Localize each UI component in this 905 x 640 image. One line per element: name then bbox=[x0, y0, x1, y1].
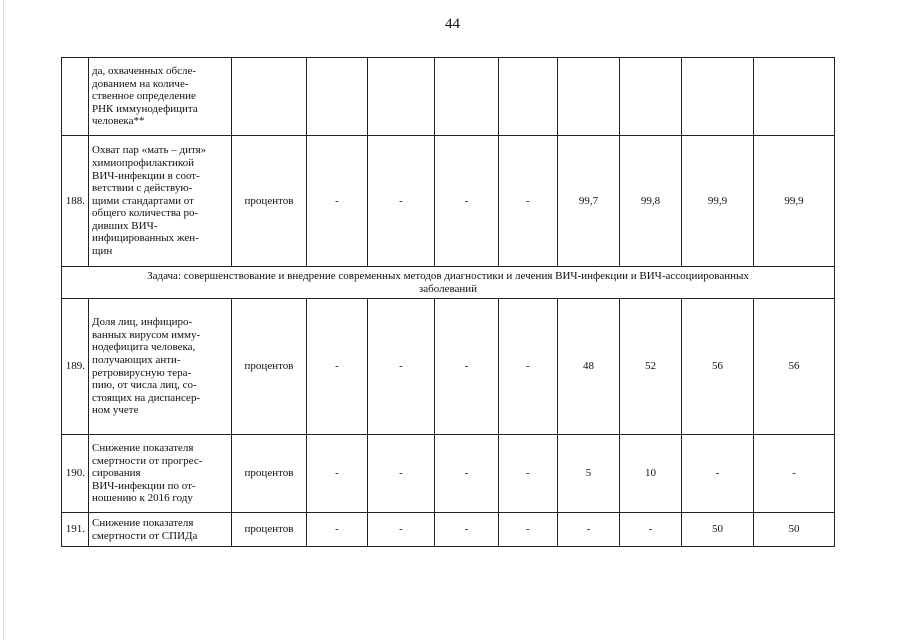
indicator-name-line: дованием на количе- bbox=[92, 77, 189, 90]
value-cell: - bbox=[307, 513, 368, 547]
page-number: 44 bbox=[445, 16, 460, 32]
value-cell: 52 bbox=[620, 299, 682, 435]
value-cell: - bbox=[368, 299, 435, 435]
indicator-name-line: смертности от СПИДа bbox=[92, 529, 198, 542]
table-row bbox=[62, 299, 835, 435]
indicator-name bbox=[89, 513, 232, 547]
row-number: 191. bbox=[62, 513, 89, 547]
value-cell: 99,7 bbox=[558, 136, 620, 267]
task-row bbox=[62, 267, 835, 299]
value-cell: 56 bbox=[682, 299, 754, 435]
indicator-name-line: смертности от прогрес- bbox=[92, 454, 203, 467]
indicator-name-line: ственное определение bbox=[92, 90, 196, 103]
indicator-name-line: РНК иммунодефицита bbox=[92, 102, 198, 115]
table-row bbox=[62, 136, 835, 267]
value-cell: 5 bbox=[558, 435, 620, 513]
indicator-name-line: ванных вирусом имму- bbox=[92, 328, 201, 341]
unit-cell: процентов bbox=[232, 513, 307, 547]
indicator-name bbox=[89, 299, 232, 435]
value-cell: 10 bbox=[620, 435, 682, 513]
indicator-name-line: да, охваченных обсле- bbox=[92, 65, 197, 78]
value-cell bbox=[682, 58, 754, 136]
value-cell: - bbox=[435, 513, 499, 547]
value-cell: - bbox=[682, 435, 754, 513]
value-cell: - bbox=[499, 299, 558, 435]
value-cell: - bbox=[435, 136, 499, 267]
value-cell: - bbox=[499, 136, 558, 267]
task-heading bbox=[62, 267, 835, 299]
indicator-name-line: человека** bbox=[92, 115, 145, 128]
value-cell bbox=[435, 58, 499, 136]
indicator-name-line: ретровирусную тера- bbox=[92, 366, 192, 379]
value-cell: - bbox=[307, 136, 368, 267]
indicator-name-line: общего количества ро- bbox=[92, 207, 199, 220]
value-cell: - bbox=[620, 513, 682, 547]
indicator-name-line: ВИЧ-инфекции в соот- bbox=[92, 169, 200, 182]
indicator-name-line: Снижение показателя bbox=[92, 442, 194, 455]
value-cell bbox=[620, 58, 682, 136]
value-cell bbox=[558, 58, 620, 136]
indicator-name-line: получающих анти- bbox=[92, 353, 181, 366]
value-cell: 56 bbox=[754, 299, 835, 435]
value-cell: - bbox=[499, 435, 558, 513]
task-text-line: заболеваний bbox=[418, 282, 478, 295]
indicator-name-line: щин bbox=[92, 245, 113, 258]
value-cell: - bbox=[307, 299, 368, 435]
indicator-name-line: ношению к 2016 году bbox=[92, 492, 193, 505]
table-row bbox=[62, 435, 835, 513]
indicator-name-line: стоящих на диспансер- bbox=[92, 391, 201, 404]
value-cell: - bbox=[754, 435, 835, 513]
indicator-name bbox=[89, 136, 232, 267]
value-cell: - bbox=[558, 513, 620, 547]
value-cell bbox=[754, 58, 835, 136]
page-edge-line bbox=[3, 0, 4, 640]
indicator-name-line: Доля лиц, инфициро- bbox=[92, 316, 193, 329]
indicators-table bbox=[61, 57, 835, 547]
table-row bbox=[62, 58, 835, 136]
indicator-name-line: ном учете bbox=[92, 404, 139, 417]
value-cell: - bbox=[435, 299, 499, 435]
indicator-name-line: ветствии с действую- bbox=[92, 182, 193, 195]
value-cell: - bbox=[368, 136, 435, 267]
value-cell: - bbox=[368, 435, 435, 513]
value-cell bbox=[368, 58, 435, 136]
value-cell: - bbox=[499, 513, 558, 547]
indicator-name-line: дивших ВИЧ- bbox=[92, 219, 158, 232]
indicator-name-line: пию, от числа лиц, со- bbox=[92, 379, 197, 392]
table-row bbox=[62, 513, 835, 547]
value-cell: - bbox=[435, 435, 499, 513]
value-cell: - bbox=[368, 513, 435, 547]
indicator-name-line: нодефицита человека, bbox=[92, 341, 196, 354]
unit-cell: процентов bbox=[232, 299, 307, 435]
value-cell: 50 bbox=[754, 513, 835, 547]
value-cell: - bbox=[307, 435, 368, 513]
indicator-name-line: сирования bbox=[92, 467, 141, 480]
unit-cell: процентов bbox=[232, 136, 307, 267]
indicator-name bbox=[89, 58, 232, 136]
indicator-name-line: химиопрофилактикой bbox=[92, 156, 195, 169]
unit-cell bbox=[232, 58, 307, 136]
indicator-name-line: инфицированных жен- bbox=[92, 232, 199, 245]
value-cell bbox=[499, 58, 558, 136]
value-cell: 99,8 bbox=[620, 136, 682, 267]
value-cell bbox=[307, 58, 368, 136]
indicator-name-line: ВИЧ-инфекции по от- bbox=[92, 479, 196, 492]
indicator-name-line: Охват пар «мать – дитя» bbox=[92, 144, 207, 157]
row-number: 189. bbox=[62, 299, 89, 435]
indicator-name-line: Снижение показателя bbox=[92, 516, 194, 529]
value-cell: 99,9 bbox=[754, 136, 835, 267]
table-body bbox=[62, 58, 835, 547]
value-cell: 50 bbox=[682, 513, 754, 547]
task-text-line: Задача: совершенствование и внедрение современных методов диагностики и лечения ВИЧ-инфекции и ВИЧ-ассоциированных bbox=[147, 269, 749, 282]
row-number: 188. bbox=[62, 136, 89, 267]
row-number: 190. bbox=[62, 435, 89, 513]
indicator-name bbox=[89, 435, 232, 513]
indicator-name-line: щими стандартами от bbox=[92, 194, 194, 207]
unit-cell: процентов bbox=[232, 435, 307, 513]
value-cell: 99,9 bbox=[682, 136, 754, 267]
row-number bbox=[62, 58, 89, 136]
value-cell: 48 bbox=[558, 299, 620, 435]
